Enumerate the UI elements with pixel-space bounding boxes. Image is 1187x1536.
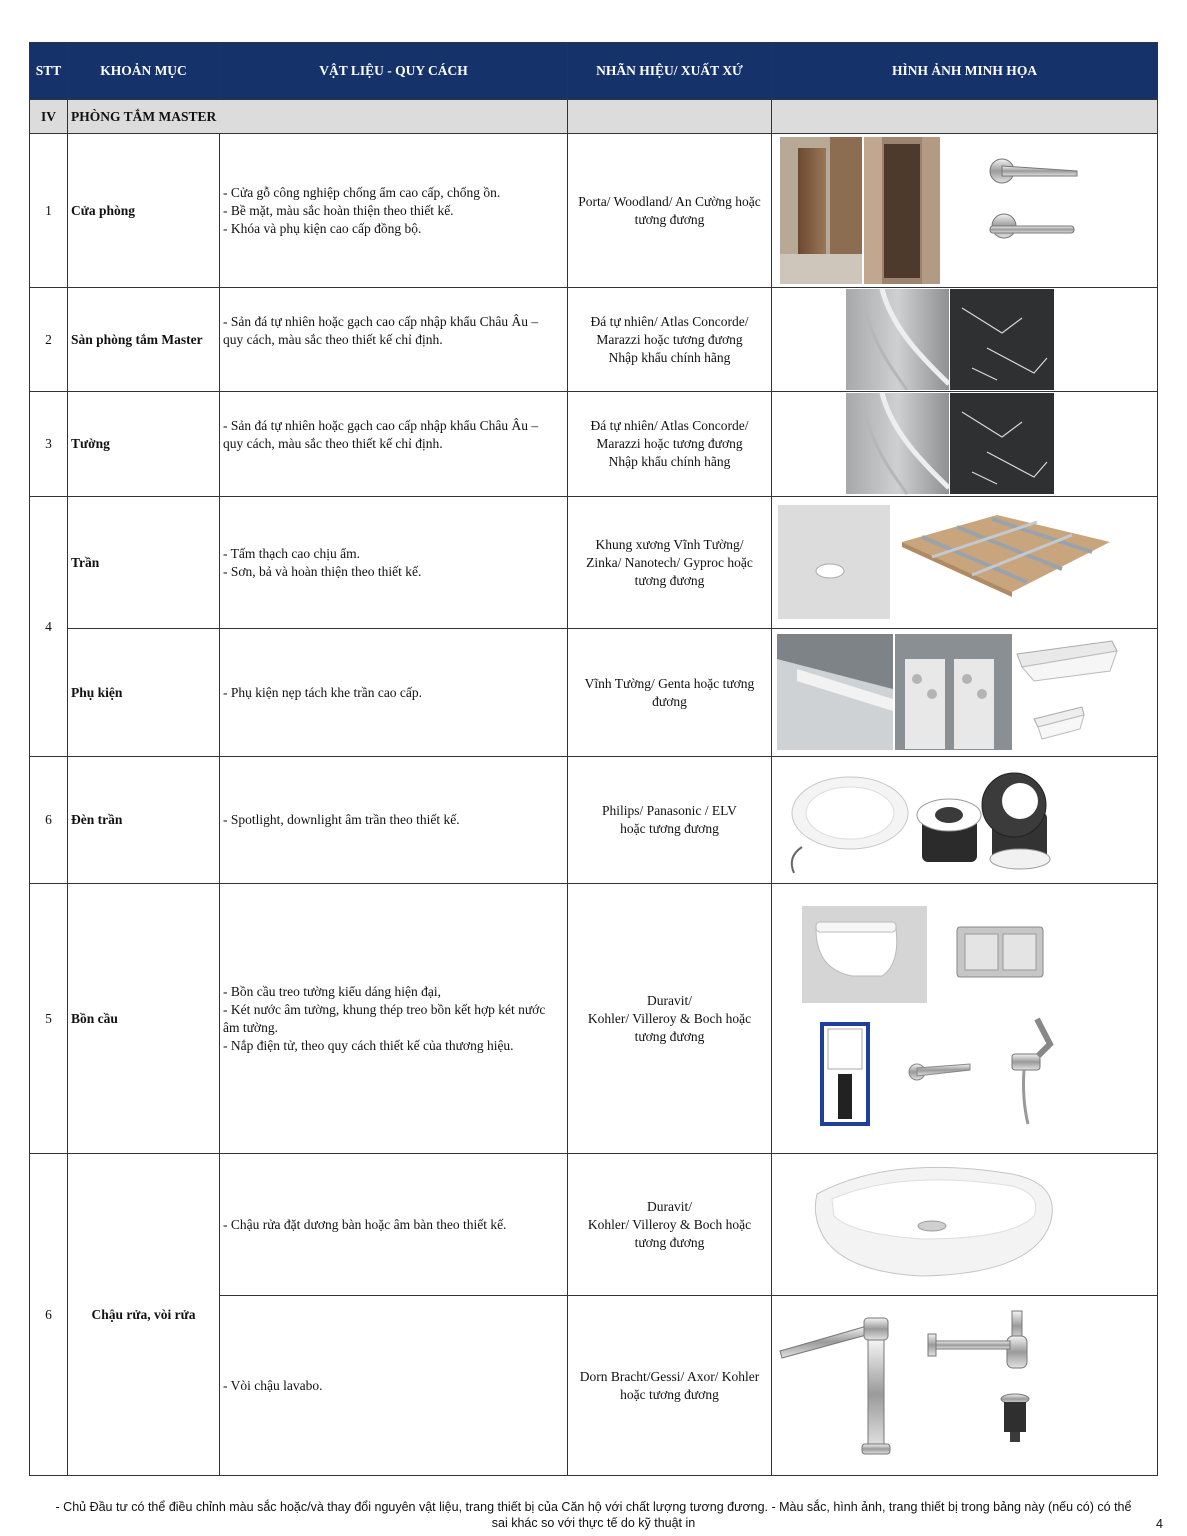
row-material: - Cửa gỗ công nghiệp chống ẩm cao cấp, chống ồn. - Bề mặt, màu sắc hoàn thiện theo thiết kế. - Khóa và phụ kiện cao cấp đồng bộ. xyxy=(220,134,568,288)
spotlight-icon xyxy=(982,773,1050,869)
table-row xyxy=(30,757,1158,884)
header-item: KHOẢN MỤC xyxy=(68,43,220,100)
section-title: PHÒNG TẮM MASTER xyxy=(68,100,568,134)
basin-faucet-icon xyxy=(780,1318,890,1454)
toilet-images xyxy=(772,884,1158,1152)
row-image xyxy=(772,288,1158,392)
light-images xyxy=(772,757,1158,882)
flush-plate-icon xyxy=(957,927,1043,977)
trim-profile-icon xyxy=(1017,641,1117,681)
row-image xyxy=(772,1296,1158,1476)
spec-table xyxy=(29,42,1158,1476)
section-row xyxy=(30,100,1158,134)
table-row xyxy=(30,497,1158,629)
toilet-paper-holder-icon xyxy=(909,1064,970,1080)
footer-note: - Chủ Đầu tư có thể điều chỉnh màu sắc hoặc/và thay đổi nguyên vật liệu, trang thiết bị của Căn hộ với chất lượng tương đương. - Màu sắc, hình ảnh, trang thiết bị trong bảng này (nếu có) có thể sai khác so với thực tế do kỹ thuật in xyxy=(55,1500,1132,1530)
table-row xyxy=(30,1154,1158,1296)
ceiling-frame-icon xyxy=(902,515,1110,597)
row-image xyxy=(772,884,1158,1154)
row-material: - Spotlight, downlight âm trần theo thiết kế. xyxy=(220,757,568,884)
row-brand: Duravit/ Kohler/ Villeroy & Boch hoặc tương đương xyxy=(568,1154,772,1296)
row-image xyxy=(772,392,1158,497)
wash-basin-icon xyxy=(815,1167,1052,1276)
row-stt: 5 xyxy=(30,884,68,1154)
row-image xyxy=(772,497,1158,629)
row-brand: Duravit/ Kohler/ Villeroy & Boch hoặc tương đương xyxy=(568,884,772,1154)
floor-swatches xyxy=(772,288,1158,390)
ceiling-trim-images xyxy=(772,629,1158,755)
table-row xyxy=(30,134,1158,288)
header-material: VẬT LIỆU - QUY CÁCH xyxy=(220,43,568,100)
row-stt: 2 xyxy=(30,288,68,392)
row-material: - Bồn cầu treo tường kiểu dáng hiện đại, - Két nước âm tường, khung thép treo bồn kết hợp két nước âm tường. - Nắp điện tử, theo quy cách thiết kế của thương hiệu. xyxy=(220,884,568,1154)
faucet-images xyxy=(772,1296,1158,1474)
door-handle-icon xyxy=(990,214,1074,238)
wall-swatches xyxy=(772,392,1158,495)
door-handle-icon xyxy=(990,159,1077,183)
row-brand: Khung xương Vĩnh Tường/ Zinka/ Nanotech/ Gyproc hoặc tương đương xyxy=(568,497,772,629)
header-brand: NHÃN HIỆU/ XUẤT XỨ xyxy=(568,43,772,100)
row-item: Cửa phòng xyxy=(68,134,220,288)
row-material: - Chậu rửa đặt dương bàn hoặc âm bàn theo thiết kế. xyxy=(220,1154,568,1296)
marble-black-swatch xyxy=(950,393,1054,494)
row-material: - Tấm thạch cao chịu ẩm. - Sơn, bả và hoàn thiện theo thiết kế. xyxy=(220,497,568,629)
row-item: Sàn phòng tắm Master xyxy=(68,288,220,392)
row-item: Chậu rửa, vòi rửa xyxy=(68,1154,220,1476)
marble-black-swatch xyxy=(950,289,1054,390)
row-item: Phụ kiện xyxy=(68,629,220,757)
trim-profile-icon xyxy=(1034,707,1084,739)
table-row xyxy=(30,884,1158,1154)
basin-images xyxy=(772,1154,1158,1294)
row-image xyxy=(772,134,1158,288)
bottle-trap-icon xyxy=(928,1311,1027,1368)
door-images xyxy=(772,134,1158,286)
row-material: - Sản đá tự nhiên hoặc gạch cao cấp nhập khẩu Châu Âu – quy cách, màu sắc theo thiết kế chỉ định. xyxy=(220,392,568,497)
section-stt: IV xyxy=(30,100,68,134)
row-image xyxy=(772,1154,1158,1296)
table-header xyxy=(30,43,1158,100)
row-stt: 4 xyxy=(30,497,68,757)
row-item: Tường xyxy=(68,392,220,497)
row-image xyxy=(772,629,1158,757)
ceiling-photo xyxy=(778,505,890,619)
row-brand: Đá tự nhiên/ Atlas Concorde/ Marazzi hoặc tương đương Nhập khẩu chính hãng xyxy=(568,288,772,392)
row-brand: Đá tự nhiên/ Atlas Concorde/ Marazzi hoặc tương đương Nhập khẩu chính hãng xyxy=(568,392,772,497)
row-brand: Dorn Bracht/Gessi/ Axor/ Kohler hoặc tương đương xyxy=(568,1296,772,1476)
row-item: Đèn trần xyxy=(68,757,220,884)
header-stt: STT xyxy=(30,43,68,100)
row-image xyxy=(772,757,1158,884)
row-brand: Vĩnh Tường/ Genta hoặc tương đương xyxy=(568,629,772,757)
concealed-cistern-frame-icon xyxy=(822,1024,868,1124)
spotlight-icon xyxy=(917,799,981,862)
row-material: - Sản đá tự nhiên hoặc gạch cao cấp nhập khẩu Châu Âu – quy cách, màu sắc theo thiết kế chỉ định. xyxy=(220,288,568,392)
row-stt: 6 xyxy=(30,1154,68,1476)
row-stt: 6 xyxy=(30,757,68,884)
header-image: HÌNH ẢNH MINH HỌA xyxy=(772,43,1158,100)
row-brand: Philips/ Panasonic / ELV hoặc tương đương xyxy=(568,757,772,884)
row-material: - Phụ kiện nẹp tách khe trần cao cấp. xyxy=(220,629,568,757)
row-stt: 3 xyxy=(30,392,68,497)
row-stt: 1 xyxy=(30,134,68,288)
ceiling-images xyxy=(772,497,1158,627)
row-item: Trần xyxy=(68,497,220,629)
row-material: - Vòi chậu lavabo. xyxy=(220,1296,568,1476)
table-row xyxy=(30,392,1158,497)
pop-up-drain-icon xyxy=(1001,1394,1029,1442)
table-row xyxy=(30,288,1158,392)
page-number: 4 xyxy=(1156,1517,1163,1531)
row-item: Bồn cầu xyxy=(68,884,220,1154)
downlight-icon xyxy=(792,777,908,873)
bidet-spray-icon xyxy=(1012,1019,1050,1124)
table-row xyxy=(30,629,1158,757)
row-brand: Porta/ Woodland/ An Cường hoặc tương đương xyxy=(568,134,772,288)
